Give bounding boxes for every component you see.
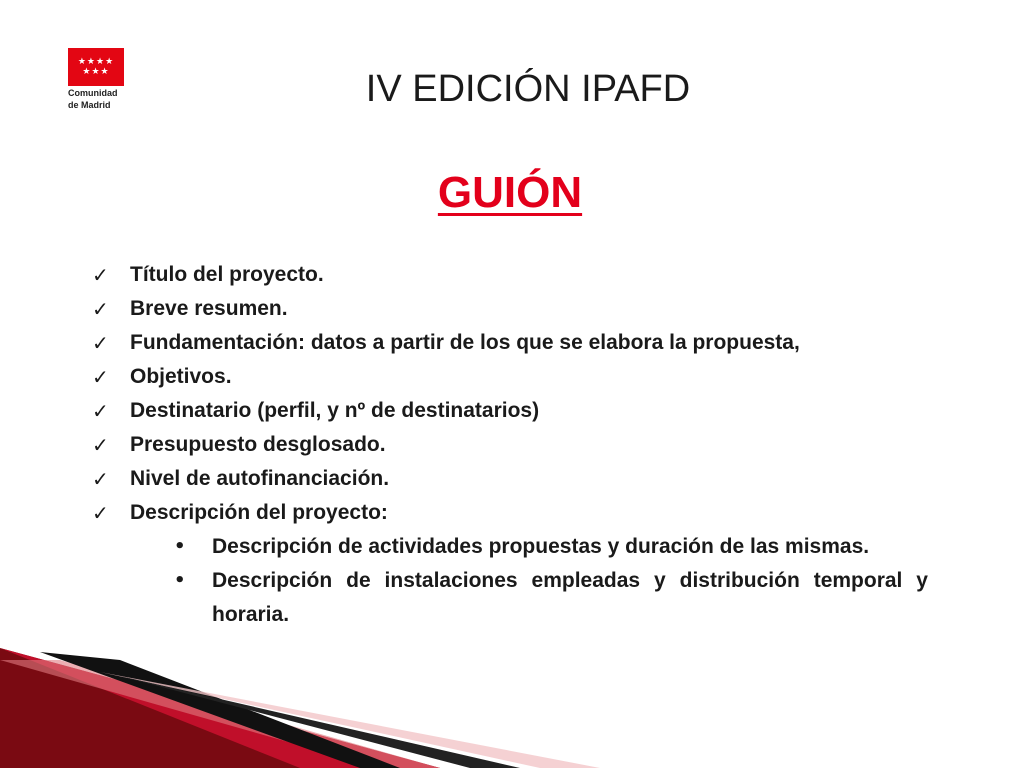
list-item [92,292,932,326]
list-item [92,496,932,530]
list-item [92,360,932,394]
list-item [92,428,932,462]
logo-stars-top: ★★★★ [77,57,115,67]
sub-list-item-text: Descripción de actividades propuestas y duración de las mismas. [212,535,870,558]
slide-subtitle: GUIÓN [437,168,583,217]
checkmark-icon: ✓ [92,501,109,525]
list-item [92,258,932,292]
checkmark-icon: ✓ [92,263,109,287]
list-item [92,394,932,428]
list-item-text: Presupuesto desglosado. [130,433,386,456]
checkmark-icon: ✓ [92,399,109,423]
list-item [92,326,932,360]
bullet-icon: • [174,536,186,557]
logo-stars-bottom: ★★★ [82,67,110,77]
logo-text-line1: Comunidad [68,88,118,98]
sub-list-item [170,564,928,632]
list-item-text: Breve resumen. [130,297,288,320]
checkmark-icon: ✓ [92,297,109,321]
checkmark-icon: ✓ [92,433,109,457]
slide-title: IV EDICIÓN IPAFD [365,68,691,110]
checklist [92,258,932,632]
checkmark-icon: ✓ [92,365,109,389]
list-item-text: Descripción del proyecto: [130,501,388,524]
sub-list-item [170,530,928,564]
list-item-text: Destinatario (perfil, y nº de destinatarios) [130,399,540,422]
list-item-text: Nivel de autofinanciación. [130,467,390,490]
logo-text-line2: de Madrid [68,100,111,110]
checkmark-icon: ✓ [92,467,109,491]
list-item [92,462,932,496]
checkmark-icon: ✓ [92,331,109,355]
list-item-text: Objetivos. [130,365,232,388]
list-item-text: Título del proyecto. [130,263,324,286]
sub-list-item-text: Descripción de instalaciones empleadas y distribución temporal y horaria. [212,569,928,626]
list-item-text: Fundamentación: datos a partir de los que se elabora la propuesta, [130,331,800,354]
bullet-icon: • [174,570,186,591]
